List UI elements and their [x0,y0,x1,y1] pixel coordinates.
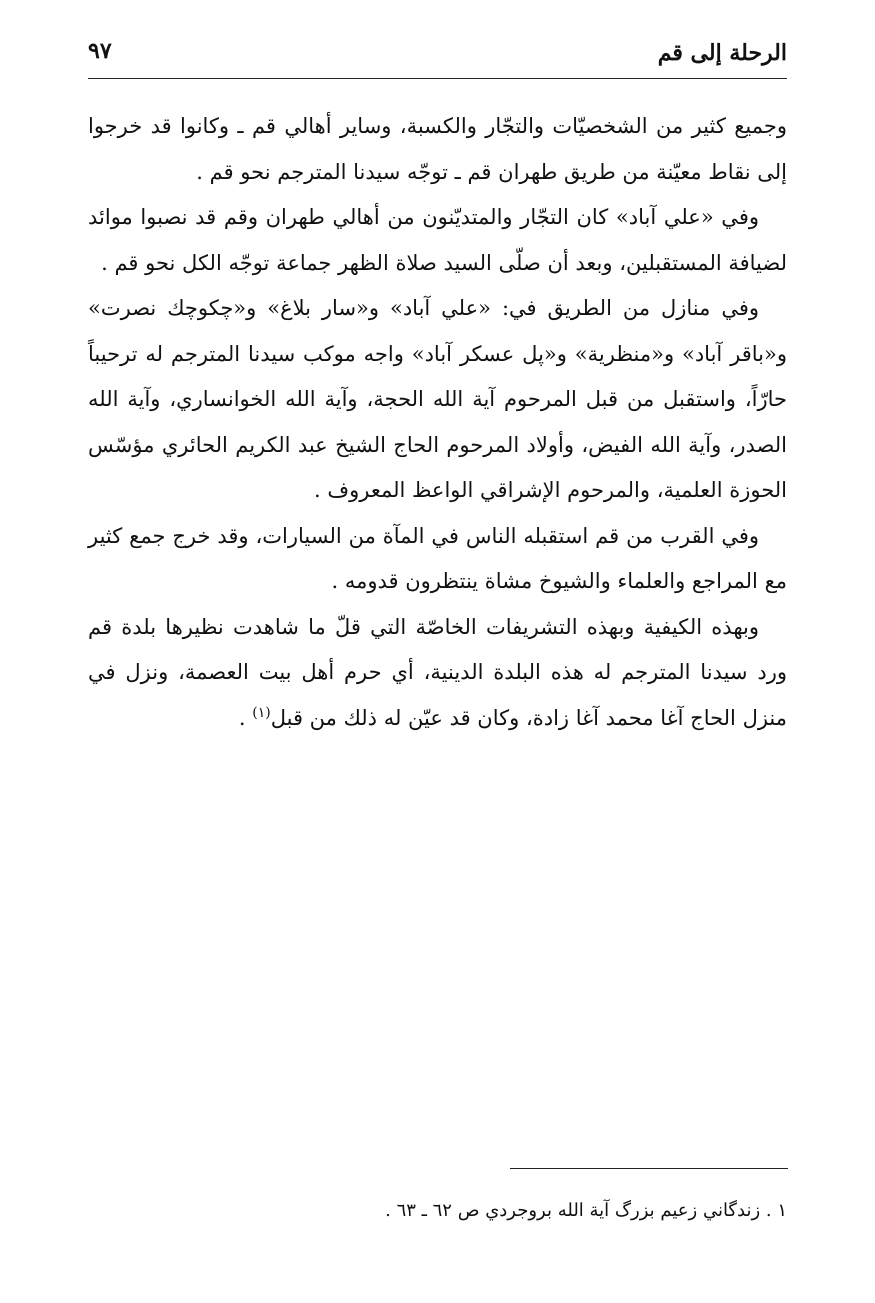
footnote: ١ . زندگاني زعيم بزرگ آية الله بروجردي ص ٦٢ ـ ٦٣ . [385,1200,787,1221]
running-header [88,36,787,76]
page-number: ٩٧ [88,38,112,64]
footnote-rule [510,1168,788,1169]
paragraph-text: وبهذه الكيفية وبهذه التشريفات الخاصّة التي قلّ ما شاهدت نظيرها بلدة قم ورد سيدنا المترجم له هذه البلدة الدينية، أي حرم أهل بيت العصمة، ونزل في منزل الحاج آغا محمد آغا زادة، وكان قد عيّن له ذلك من قبل [88,614,787,730]
paragraph [88,605,787,742]
paragraph: وفي «علي آباد» كان التجّار والمتديّنون من أهالي طهران وقم قد نصبوا موائد لضيافة المستقبلين، وبعد أن صلّى السيد صلاة الظهر جماعة توجّه الكل نحو قم . [88,205,787,275]
header-rule [88,78,787,79]
running-title: الرحلة إلى قم [657,40,787,66]
paragraph: وفي القرب من قم استقبله الناس في المآة من السيارات، وقد خرج جمع كثير مع المراجع والعلماء والشيوخ مشاة ينتظرون قدومه . [88,523,787,593]
paragraph-end: . [238,705,253,730]
paragraph: وجميع كثير من الشخصيّات والتجّار والكسبة، وساير أهالي قم ـ وكانوا قد خرجوا إلى نقاط معيّنة من طريق طهران قم ـ توجّه سيدنا المترجم نحو قم . [88,114,787,184]
body-text [88,104,787,741]
paragraph: وفي منازل من الطريق في: «علي آباد» و«سار بلاغ» و«چكوچك نصرت» و«باقر آباد» و«منظرية» و«پل عسكر آباد» واجه موكب سيدنا المترجم له ترحيباً حارّاً، واستقبل من قبل المرحوم آية الله الحجة، وآية الله الخوانساري، وآية الله الصدر، وآية الله الفيض، وأولاد المرحوم الحاج الشيخ عبد الكريم الحائري مؤسّس الحوزة العلمية، والمرحوم الإشراقي الواعظ المعروف . [88,296,787,502]
footnote-marker: (١) [252,704,271,721]
